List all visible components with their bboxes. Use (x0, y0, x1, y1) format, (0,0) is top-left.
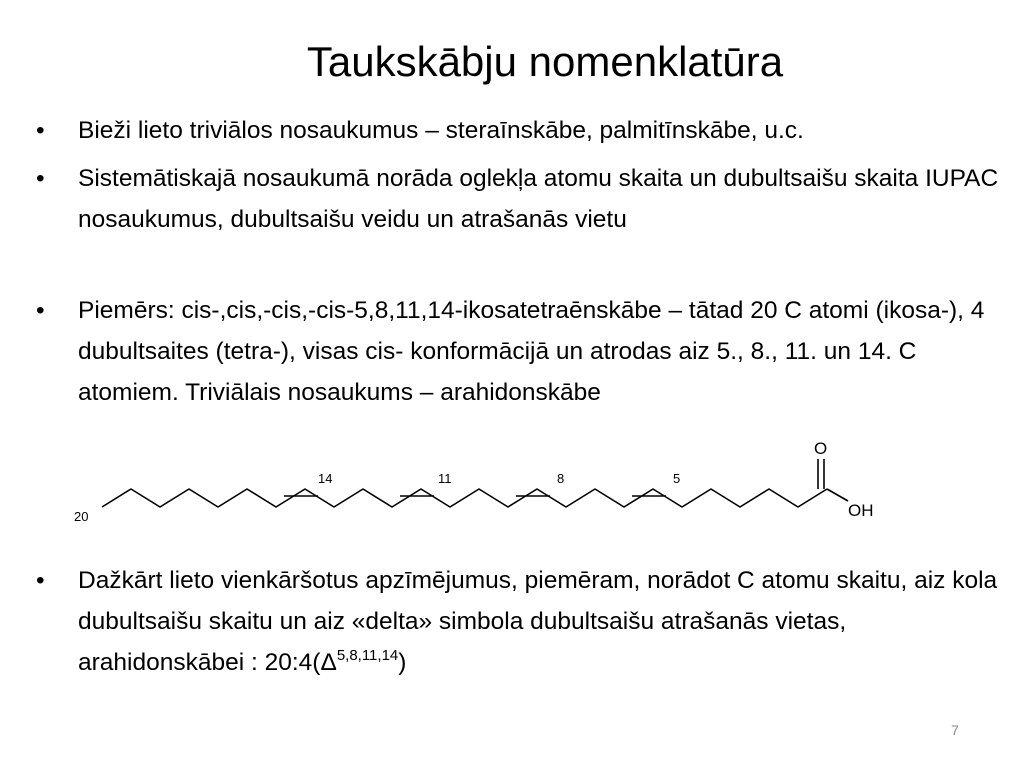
hydroxyl-label: OH (848, 501, 874, 520)
carbon-label-5: 5 (673, 471, 681, 486)
hydroxyl-bond (827, 489, 848, 501)
bullet-marker: • (36, 165, 45, 192)
page-number: 7 (951, 722, 959, 738)
bullet-item (36, 110, 1008, 151)
carbon-label-11: 11 (438, 471, 452, 486)
bullet-marker: • (36, 117, 45, 144)
bullet-text: Piemērs: cis-,cis,-cis,-cis-5,8,11,14-ikosatetraēnskābe – tātad 20 C atomi (ikosa-), 4 dubultsaites (tetra-), visas cis- konformācijā un atrodas aiz 5., 8., 11. un 14. C atomiem. Triviālais nosaukums – arahidonskābe (78, 297, 985, 406)
bullet-marker: • (36, 567, 45, 594)
bullet-text: Bieži lieto triviālos nosaukumus – steraīnskābe, palmitīnskābe, u.c. (78, 117, 804, 144)
bullet-marker: • (36, 297, 45, 324)
slide-title: Taukskābju nomenklatūra (306, 38, 784, 85)
bullet-text: Sistemātiskajā nosaukumā norāda oglekļa atomu skaita un dubultsaišu skaita IUPAC nosaukumus, dubultsaišu veidu un atrašanās vietu (78, 165, 999, 233)
oxygen-label: O (814, 439, 828, 458)
bullet-text: Dažkārt lieto vienkāršotus apzīmējumus, piemēram, norādot C atomu skaitu, aiz kola dubultsaišu skaitu un aiz «delta» simbola dubultsaišu atrašanās vietas, arahidonskābei : 20:4(Δ (78, 567, 998, 676)
bullet-suffix: ) (398, 649, 407, 676)
bullet-item (36, 290, 1008, 413)
carbon-chain (102, 489, 827, 507)
arachidonic-acid-structure (60, 425, 900, 535)
carbon-label-8: 8 (557, 471, 565, 486)
bullet-item (36, 158, 1008, 240)
carbon-label-14: 14 (318, 471, 333, 486)
bullet-item (36, 560, 1008, 683)
delta-superscript: 5,8,11,14 (336, 647, 399, 664)
carbon-label-20: 20 (74, 509, 89, 524)
